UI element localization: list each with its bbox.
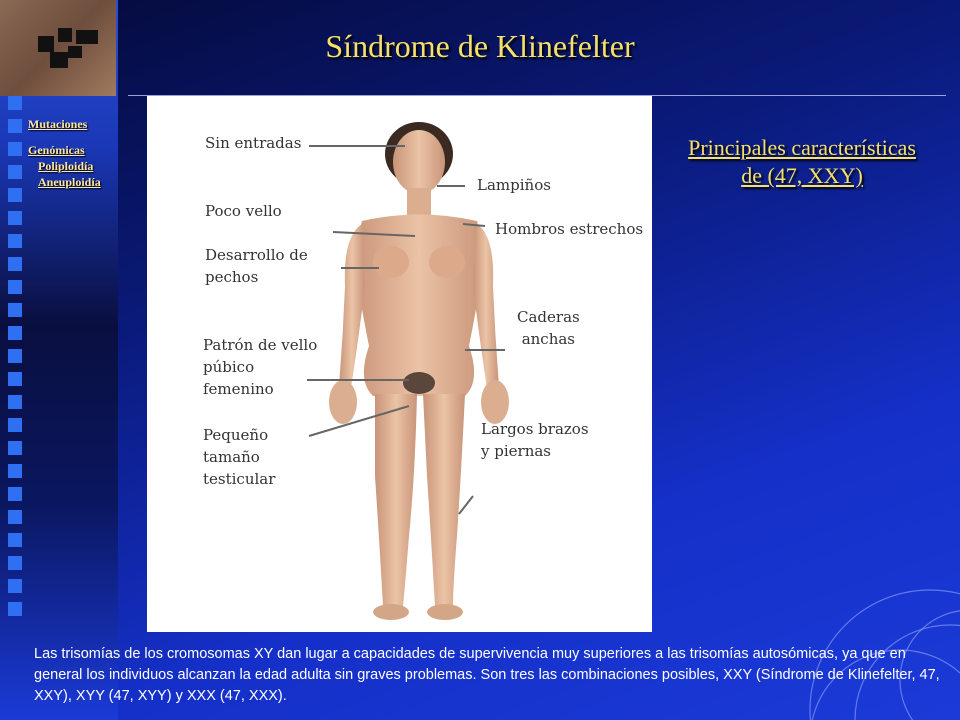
nav-link-genomicas[interactable]: Genómicas	[28, 143, 85, 157]
neck-shape	[407, 188, 431, 216]
label-largos-brazos: Largos brazos y piernas	[481, 420, 589, 460]
left-foot-shape	[373, 604, 409, 620]
label-caderas-anchas: Caderas anchas	[517, 308, 580, 348]
right-foot-shape	[427, 604, 463, 620]
label-hombros-estrechos: Hombros estrechos	[495, 220, 644, 238]
label-pequeno-tamano: Pequeño tamaño testicular	[203, 426, 276, 488]
label-desarrollo-pechos: Desarrollo de pechos	[205, 246, 308, 286]
label-poco-vello: Poco vello	[205, 202, 282, 220]
left-breast-shape	[373, 246, 409, 278]
left-arm-shape	[339, 224, 365, 388]
label-sin-entradas: Sin entradas	[205, 134, 302, 152]
left-hand-shape	[329, 380, 357, 424]
label-lampinos: Lampiños	[477, 176, 551, 194]
anatomy-figure	[147, 96, 652, 632]
nav-link-poliploidia[interactable]: Poliploidía	[38, 159, 94, 173]
torso-shape	[353, 215, 485, 397]
nav-link-aneuploidia[interactable]: Aneuploidía	[38, 175, 101, 189]
decorative-squares	[8, 96, 22, 625]
side-navigation	[28, 116, 101, 190]
head-shape	[393, 130, 445, 194]
right-arm-shape	[473, 224, 499, 388]
right-breast-shape	[429, 246, 465, 278]
left-leg-shape	[375, 394, 417, 606]
characteristics-heading: Principales características de (47, XXY)	[688, 135, 916, 188]
leader-line	[459, 496, 473, 514]
label-patron-vello: Patrón de vello púbico femenino	[203, 336, 318, 398]
pubic-hair-shape	[403, 372, 435, 394]
explanatory-paragraph: Las trisomías de los cromosomas XY dan lugar a capacidades de supervivencia muy superiores a las trisomías autosómicas, ya que en general los individuos alcanzan la edad adulta sin graves problemas. Son tres las combinaciones posibles, XXY (Síndrome de Klinefelter, 47, XXY), XYY (47, XYY) y XXX (47, XXX).	[34, 646, 940, 704]
nav-link-mutaciones[interactable]: Mutaciones	[28, 117, 88, 131]
slide-title: Síndrome de Klinefelter	[325, 28, 635, 64]
right-leg-shape	[423, 394, 465, 606]
